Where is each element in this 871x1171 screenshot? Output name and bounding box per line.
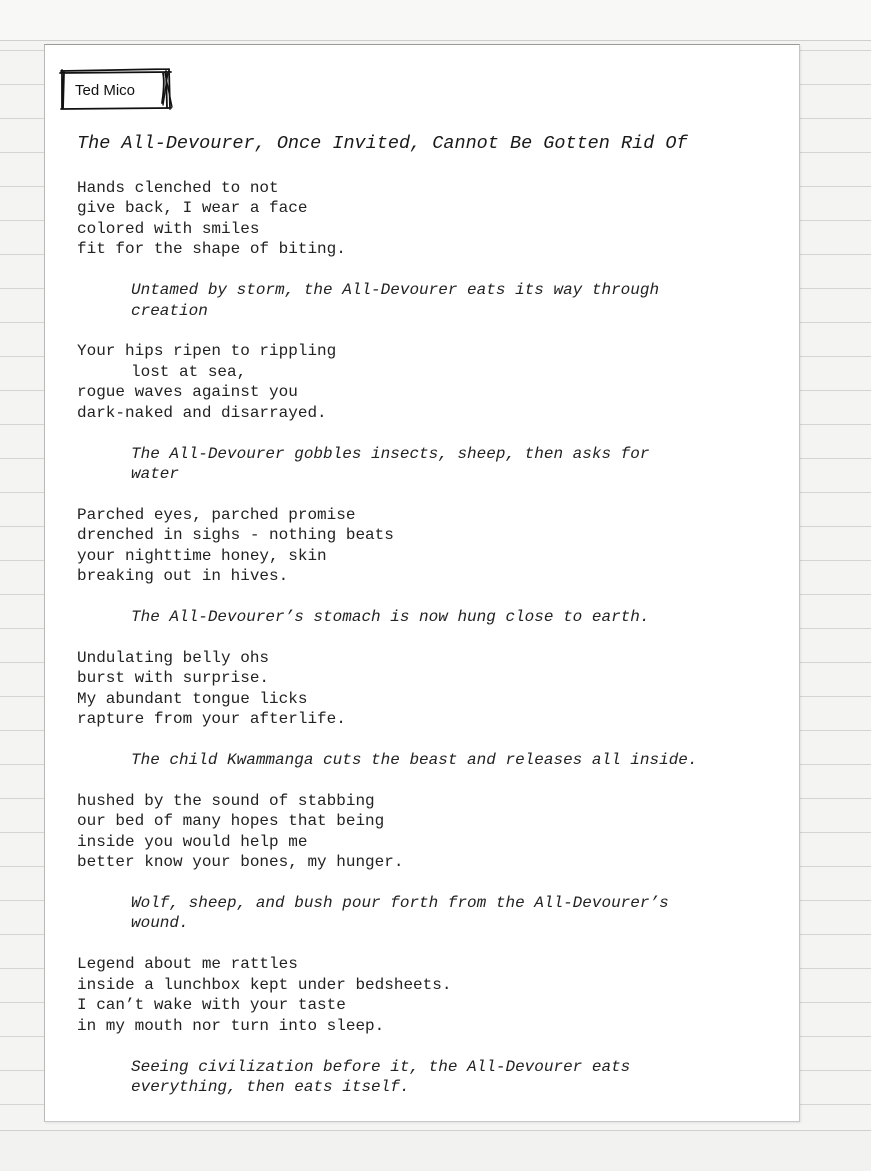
poem-line: burst with surprise. (77, 669, 270, 688)
poem-body (77, 178, 792, 1118)
refrain-stanza (77, 607, 792, 627)
refrain-line: The All-Devourer gobbles insects, sheep, then asks for (131, 444, 650, 463)
poem-line: Your hips ripen to rippling (77, 342, 337, 361)
poem-page (44, 44, 800, 1122)
refrain-line: Seeing civilization before it, the All-Devourer eats (131, 1057, 631, 1076)
poem-line: Parched eyes, parched promise (77, 505, 356, 524)
poem-line: rogue waves against you (77, 383, 298, 402)
refrain-line: The child Kwammanga cuts the beast and releases all inside. (131, 751, 698, 770)
refrain-line: wound. (131, 914, 189, 933)
refrain-stanza (77, 444, 792, 485)
poem-line: your nighttime honey, skin (77, 546, 327, 565)
poem-line: better know your bones, my hunger. (77, 853, 404, 872)
poem-line: I can’t wake with your taste (77, 996, 346, 1015)
poem-line: in my mouth nor turn into sleep. (77, 1016, 385, 1035)
poem-line: dark-naked and disarrayed. (77, 403, 327, 422)
verse-stanza (77, 505, 792, 587)
refrain-line: Untamed by storm, the All-Devourer eats its way through (131, 281, 660, 300)
poem-line: colored with smiles (77, 219, 260, 238)
refrain-line: creation (131, 301, 208, 320)
refrain-stanza (77, 750, 792, 770)
poem-title: The All-Devourer, Once Invited, Cannot Be Gotten Rid Of (77, 133, 688, 154)
refrain-stanza (77, 280, 792, 321)
verse-stanza (77, 791, 792, 873)
poem-line: breaking out in hives. (77, 567, 289, 586)
poem-line: My abundant tongue licks (77, 689, 308, 708)
poem-line: hushed by the sound of stabbing (77, 791, 375, 810)
poem-line: inside you would help me (77, 832, 308, 851)
poem-line: lost at sea, (131, 362, 247, 381)
poem-line: inside a lunchbox kept under bedsheets. (77, 975, 452, 994)
verse-stanza (77, 648, 792, 730)
refrain-stanza (77, 893, 792, 934)
refrain-line: The All-Devourer’s stomach is now hung close to earth. (131, 608, 650, 626)
verse-stanza (77, 178, 792, 260)
poem-line: Hands clenched to not (77, 179, 279, 197)
refrain-line: Wolf, sheep, and bush pour forth from the All-Devourer’s (131, 894, 669, 913)
poem-line: fit for the shape of biting. (77, 240, 346, 259)
poem-line: drenched in sighs - nothing beats (77, 526, 394, 545)
refrain-line: water (131, 464, 180, 483)
poem-line: Undulating belly ohs (77, 648, 270, 667)
background-sheet-bottom-edge (0, 1130, 871, 1171)
author-name-box (59, 67, 173, 111)
poem-line: rapture from your afterlife. (77, 710, 346, 729)
verse-stanza (77, 954, 792, 1036)
author-name: Ted Mico (75, 82, 136, 99)
poem-line: give back, I wear a face (77, 199, 308, 218)
background-sheet-top-edge (0, 0, 871, 41)
poem-line: our bed of many hopes that being (77, 812, 385, 831)
poem-line: Legend about me rattles (77, 955, 298, 974)
verse-stanza (77, 341, 792, 423)
refrain-stanza (77, 1057, 792, 1098)
refrain-line: everything, then eats itself. (131, 1077, 410, 1096)
